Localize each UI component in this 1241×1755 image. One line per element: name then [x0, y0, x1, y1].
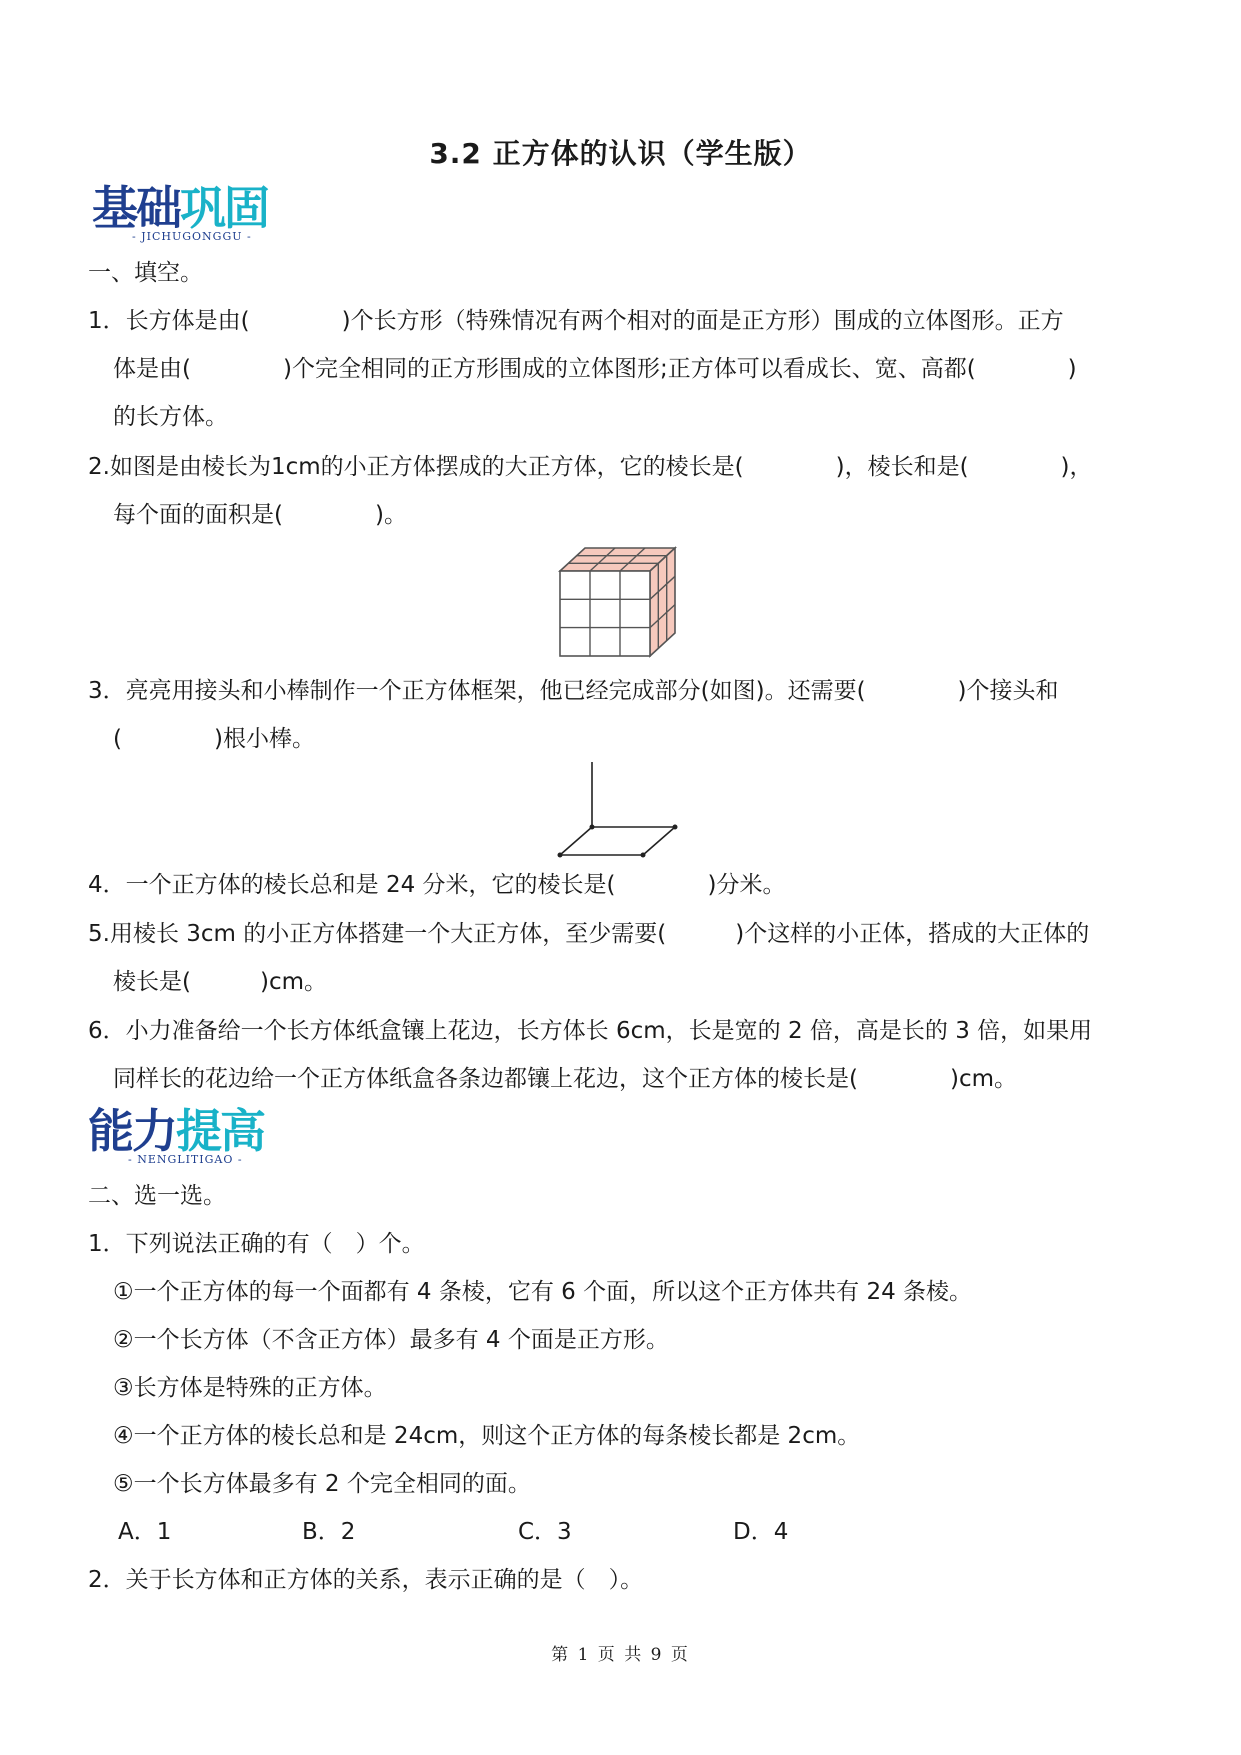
cube-frame-figure — [552, 760, 682, 860]
option-b: B．2 — [302, 1519, 356, 1545]
option-c: C．3 — [518, 1519, 572, 1545]
question-1-line-3: 的长方体。 — [113, 404, 228, 430]
banner-text-light: 巩固 — [180, 181, 268, 235]
question-2-line-2: 每个面的面积是( )。 — [113, 502, 407, 528]
banner-subtitle: - JICHUGONGGU - — [132, 230, 252, 243]
choice-1-stem: 1．下列说法正确的有（ ）个。 — [88, 1231, 425, 1257]
choice-1-statement-5: ⑤一个长方体最多有 2 个完全相同的面。 — [113, 1471, 531, 1497]
section-heading-fill: 一、填空。 — [88, 260, 203, 286]
cube-figure — [555, 543, 685, 661]
page-title: 3.2 正方体的认识（学生版） — [429, 137, 812, 170]
option-a: A．1 — [118, 1519, 172, 1545]
page-footer: 第 1 页 共 9 页 — [551, 1645, 690, 1665]
choice-1-statement-3: ③长方体是特殊的正方体。 — [113, 1375, 387, 1401]
choice-2-stem: 2．关于长方体和正方体的关系，表示正确的是（ ）。 — [88, 1567, 644, 1593]
question-6-line-2: 同样长的花边给一个正方体纸盒各条边都镶上花边，这个正方体的棱长是( )cm。 — [113, 1066, 1017, 1092]
section-banner-basic — [92, 182, 268, 243]
section-heading-choice: 二、选一选。 — [88, 1183, 226, 1209]
question-6-line-1: 6．小力准备给一个长方体纸盒镶上花边，长方体长 6cm，长是宽的 2 倍，高是长的 3 倍，如果用 — [88, 1018, 1093, 1044]
question-5-line-2: 棱长是( )cm。 — [113, 969, 327, 995]
choice-1-statement-1: ①一个正方体的每一个面都有 4 条棱，它有 6 个面，所以这个正方体共有 24 条棱。 — [113, 1279, 973, 1305]
banner-text-dark: 能力 — [88, 1104, 176, 1158]
banner-subtitle: - NENGLITIGAO - — [128, 1153, 243, 1166]
banner-text-dark: 基础 — [92, 181, 180, 235]
question-1-line-1: 1．长方体是由( )个长方形（特殊情况有两个相对的面是正方形）围成的立体图形。正方 — [88, 308, 1064, 334]
question-1-line-2: 体是由( )个完全相同的正方形围成的立体图形;正方体可以看成长、宽、高都( ) — [113, 356, 1077, 382]
banner-text-light: 提高 — [176, 1104, 264, 1158]
choice-1-statement-2: ②一个长方体（不含正方体）最多有 4 个面是正方形。 — [113, 1327, 669, 1353]
option-d: D．4 — [733, 1519, 789, 1545]
question-3-line-2: ( )根小棒。 — [113, 726, 315, 752]
choice-1-statement-4: ④一个正方体的棱长总和是 24cm，则这个正方体的每条棱长都是 2cm。 — [113, 1423, 861, 1449]
question-3-line-1: 3．亮亮用接头和小棒制作一个正方体框架，他已经完成部分(如图)。还需要( )个接头和 — [88, 678, 1059, 704]
question-2-line-1: 2.如图是由棱长为1cm的小正方体摆成的大正方体，它的棱长是( )，棱长和是( )， — [88, 454, 1093, 480]
question-4-line-1: 4．一个正方体的棱长总和是 24 分米，它的棱长是( )分米。 — [88, 872, 786, 898]
question-5-line-1: 5.用棱长 3cm 的小正方体搭建一个大正方体，至少需要( )个这样的小正体，搭成的大正体的 — [88, 921, 1090, 947]
section-banner-advanced — [88, 1105, 264, 1166]
